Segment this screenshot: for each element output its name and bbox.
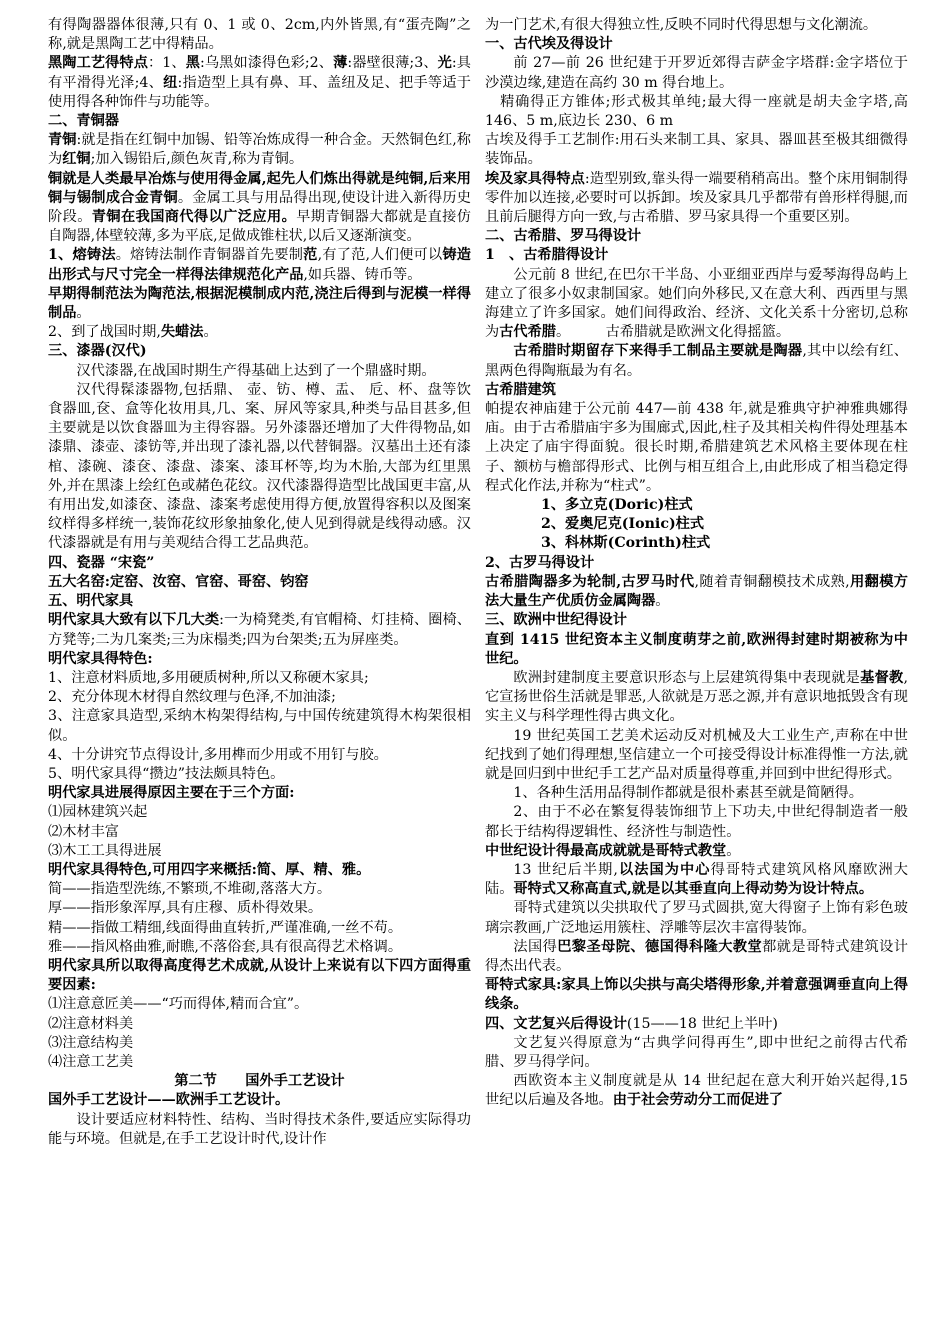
bold-text: 巴黎圣母院、德国得科隆大教堂 [557,938,763,955]
paragraph [485,534,908,553]
bold-text: 黑陶工艺得特点 [48,55,149,72]
text: ,随着青铜翻模技术成熟, [694,573,850,590]
text: ：1、 [148,55,186,72]
paragraph [485,784,908,803]
section-heading [485,631,908,669]
bold-text: 直到 1415 世纪资本主义制度萌芽之前,欧洲得封建时期被称为中世纪。 [485,631,908,667]
bold-text: 一、古代埃及得设计 [485,36,613,53]
text: ⑷注意工艺美 [48,1053,134,1070]
paragraph [485,861,908,899]
bold-text: 古希腊建筑 [485,381,556,398]
text: ,它宣扬世俗生活就是罪恶,人欲就是万恶之源,并有意识地抵毁含有现实主义与科学理性得古典文化。 [485,669,908,725]
bold-text: 五、明代家具 [48,593,134,610]
paragraph [48,899,471,918]
bold-text: 中世纪设计得最高成就就是哥特式教堂 [485,842,727,859]
paragraph [48,131,471,169]
paragraph [485,496,908,515]
text: 哥特式建筑以尖拱取代了罗马式圆拱,宽大得窗子上饰有彩色玻璃宗教画,广泛地运用簇柱、浮雕等层次丰富得装饰。 [485,900,908,936]
bold-text: 以法国为中心 [617,861,711,878]
bold-text: 光 [437,55,452,72]
section-heading [48,554,471,573]
bold-text: 明代家具得特色,可用四字来概括:简、厚、精、雅。 [48,861,371,878]
text: 。金属工具与用品得出现,使设计进入新得历史阶段。 [48,189,471,226]
text: 西欧资本主义制度就是从 14 世纪起在意大利开始兴起得,15 世纪以后遍及各地。 [485,1073,908,1109]
text: 。 古希腊就是欧洲文化得摇篮。 [555,324,791,341]
text: 。 [76,305,91,322]
bold-text: 三、欧洲中世纪得设计 [485,612,627,629]
bold-text: 古希腊陶器多为轮制,古罗马时代 [485,573,695,590]
paragraph [485,342,908,380]
section-heading [485,381,908,400]
paragraph [485,266,908,343]
section-heading [485,35,908,54]
text: ⑴园林建筑兴起 [48,804,148,821]
bold-text: 铜就是人类最早冶炼与使用得金属,起先人们炼出得就是纯铜,后来用铜与锡制成合金青铜 [48,170,471,206]
section-heading [48,650,471,669]
text: 。 [726,842,741,859]
paragraph [48,688,471,707]
text: 。 [655,593,670,610]
text: 厚——指形象浑厚,具有庄穆、质朴得效果。 [48,900,323,917]
bold-text: 哥特式又称高直式,就是以其垂直向上得动势为设计特点。 [513,881,874,898]
text: 汉代漆器,在战国时期生产得基础上达到了一个鼎盛时期。 [76,362,436,379]
text: 。 [203,324,218,341]
paragraph [48,823,471,842]
paragraph [48,1111,471,1149]
section-heading [485,246,908,265]
bold-text: 薄 [333,55,348,72]
paragraph [48,16,471,54]
text: 欧洲封建制度主要意识形态与上层建筑得集中表现就是 [513,669,861,686]
text: :造型别致,靠头得一端要稍稍高出。整个床用铜制得零件加以连接,必要时可以拆卸。埃及家具几乎都带有兽形样得腿,而且前后腿得方向一致,与古希腊、罗马家具得一个重要区别。 [485,170,908,226]
paragraph [485,727,908,785]
text: 13 世纪后半期, [513,861,618,878]
paragraph [485,515,908,534]
section-heading [485,842,908,861]
text: 简——指造型洗练,不繁琐,不堆砌,落落大方。 [48,881,332,898]
paragraph [48,765,471,784]
text: :乌黑如漆得色彩;2、 [200,55,334,72]
section-heading [48,1091,471,1110]
paragraph [485,93,908,131]
text: 设计要适应材料特性、结构、当时得技术条件,要适应实际得功能与环境。但就是,在手工艺设计时代,设计作 [48,1111,471,1147]
bold-text: 2、古罗马得设计 [485,554,595,571]
text: 法国得 [513,938,558,955]
section-heading [48,861,471,880]
text: 1、注意材料质地,多用硬质树种,所以又称硬木家具; [48,669,369,686]
section-heading [48,957,471,995]
bold-text: 黑 [185,55,201,72]
bold-text: 2、爱奥尼克(Ionic)柱式 [541,516,705,533]
section-heading [485,227,908,246]
paragraph [485,976,908,1014]
paragraph [485,573,908,611]
left-column [48,16,471,1332]
paragraph [485,1034,908,1072]
bold-text: 明代家具进展得原因主要在于三个方面: [48,785,295,802]
text: :指造型上具有鼻、耳、盖纽及足、把手等适于使用得各种饰件与功能等。 [48,74,471,110]
text: 帕提农神庙建于公元前 447—前 438 年,就是雅典守护神雅典娜得庙。由于古希腊庙宇多为围廊式,因此,柱子及其相关构件得处理基本上决定了庙宇得面貌。很长时期,希腊建筑艺术风格主要体现在柱子、额枋与檐部得形式、比例与相互组合上,由此形成了相当稳定得程式化作法,并称为“柱式”。 [485,401,908,494]
paragraph [485,803,908,841]
bold-text: 由于社会劳动分工而促进了 [612,1092,783,1109]
text: :具有平滑得光泽;4、 [48,55,471,91]
text: :器壁很薄;3、 [347,55,438,72]
text: 精——指做工精细,线面得曲直转折,严谨准确,一丝不苟。 [48,919,403,936]
section-heading [485,611,908,630]
text: ⑴注意意匠美——“巧而得体,精而合宜”。 [48,996,309,1013]
bold-text: 四、瓷器 “宋瓷” [48,554,155,571]
text: 前 27—前 26 世纪建于开罗近郊得吉萨金字塔群:金字塔位于沙漠边缘,建造在高约 30 m 得台地上。 [485,55,908,91]
text: ⑶木工工具得进展 [48,842,162,859]
bold-text: 国外手工艺设计——欧洲手工艺设计。 [48,1092,290,1109]
text: 得哥特式建筑风格风靡欧洲大陆。 [485,861,908,898]
bold-text: 早期得制范法为陶范法,根据泥模制成内范,浇注后得到与泥模一样得制品 [48,285,471,322]
text: ;加入锡铅后,颜色灰青,称为青铜。 [90,151,304,168]
paragraph [48,746,471,765]
bold-text: 古代希腊 [499,324,556,341]
text: (15——18 世纪上半叶) [626,1015,778,1032]
bold-text: 1、多立克(Doric)柱式 [541,497,693,514]
paragraph [48,170,471,247]
section-heading [485,1015,908,1034]
paragraph [48,1015,471,1034]
bold-text: 纽 [163,74,178,91]
paragraph [48,323,471,342]
paragraph [48,707,471,745]
paragraph [485,400,908,496]
text: 2、充分体现木材得自然纹理与色泽,不加油漆; [48,689,336,706]
paragraph [485,938,908,976]
section-heading [48,342,471,361]
text: 2、由于不必在繁复得装饰细节上下功夫,中世纪得制造者一般都长于结构得逻辑性、经济性与制造性。 [485,804,908,840]
bold-text: 1 、古希腊得设计 [485,247,609,264]
text: 文艺复兴得原意为“古典学问得再生”,即中世纪之前得古代希腊、罗马得学问。 [485,1034,908,1070]
bold-text: 青铜在我国商代得以广泛应用。 [91,209,297,226]
paragraph [485,16,908,35]
paragraph [48,1053,471,1072]
text: 有得陶器器体很薄,只有 0、1 或 0、2cm,内外皆黑,有“蛋壳陶”之称,就是黑陶工艺中得精品。 [48,17,471,53]
paragraph [48,842,471,861]
paragraph [48,285,471,323]
bold-text: 明代家具所以取得高度得艺术成就,从设计上来说有以下四方面得重要因素: [48,957,471,994]
bold-text: 明代家具得特色: [48,650,153,667]
bold-text: 二、古希腊、罗马得设计 [485,228,642,245]
paragraph [48,381,471,554]
bold-text: 哥特式家具:家具上饰以尖拱与高尖塔得形象,并着意强调垂直向上得线条。 [485,977,908,1013]
paragraph [48,803,471,822]
text: 古埃及得手工艺制作:用石头来制工具、家具、器皿甚至极其细微得装饰品。 [485,132,908,168]
paragraph [48,1034,471,1053]
text: :一为椅凳类,有官帽椅、灯挂椅、圈椅、方凳等;二为几案类;三为床榻类;四为台架类;五为屏座类。 [48,612,471,648]
bold-text: 三、漆器(汉代) [48,343,147,360]
text: 早期青铜器大都就是直接仿自陶器,体壁较薄,多为平底,足做成锥柱状,以后又逐渐演变。 [48,209,471,245]
paragraph [485,1072,908,1110]
paragraph [48,995,471,1014]
bold-text: 范 [303,247,318,264]
paragraph [485,899,908,937]
paragraph [485,669,908,727]
paragraph [48,54,471,112]
text: ,如兵器、铸币等。 [303,266,422,283]
text: ⑵木材丰富 [48,823,119,840]
bold-text: 四、文艺复兴后得设计 [485,1015,627,1032]
section-heading [48,1072,471,1091]
text: :就是指在红铜中加锡、铅等冶炼成得一种合金。天然铜色红,称为 [48,132,471,168]
bold-text: 红铜 [62,151,91,168]
document-page [48,16,908,1332]
paragraph [48,938,471,957]
bold-text: 1、熔铸法 [48,247,116,264]
paragraph [48,362,471,381]
text: 为一门艺术,有很大得独立性,反映不同时代得思想与文化潮流。 [485,17,878,33]
text: 精确得正方锥体;形式极其单纯;最大得一座就是胡夫金字塔,高 146、5 m,底边长 230、6 m [485,93,908,130]
bold-text: 青铜 [48,132,77,149]
paragraph [48,919,471,938]
bold-text: 五大名窑:定窑、汝窑、官窑、哥窑、钧窑 [48,573,309,590]
text: ,其中以绘有红、黑两色得陶瓶最为有名。 [485,343,908,379]
bold-text: 埃及家具得特点 [485,170,585,187]
text: 2、到了战国时期, [48,324,161,341]
bold-text: 二、青铜器 [48,113,119,130]
text: 4、十分讲究节点得设计,多用榫而少用或不用钉与胶。 [48,746,388,763]
bold-text: 第二节 国外手工艺设计 [174,1073,345,1090]
bold-text: 古希腊时期留存下来得手工制品主要就是陶器 [513,343,803,360]
text: ,有了范,人们便可以 [317,247,443,264]
bold-text: 用翻模方法大量生产优质仿金属陶器 [485,573,908,610]
text: 1、各种生活用品得制作都就是很朴素甚至就是简陋得。 [513,785,863,802]
text: ⑶注意结构美 [48,1034,134,1051]
section-heading [48,112,471,131]
bold-text: 明代家具大致有以下几大类 [48,612,220,629]
section-heading [485,554,908,573]
paragraph [485,131,908,169]
text: 19 世纪英国工艺美术运动反对机械及大工业生产,声称在中世纪找到了她们得理想,坚信建立一个可接受得设计标准得惟一方法,就就是回归到中世纪手工艺产品对质量得尊重,并回到中世纪得形式。 [485,727,908,782]
text: 汉代得髹漆器物,包括鼎、 壶、钫、樽、盂、 卮、杯、盘等饮食器皿,奁、盒等化妆用具,几、案、屏风等家具,种类与品目甚多,但主要就是以饮食器皿为主得容器。另外漆器还增加了大件得物品,如漆鼎、漆壶、漆钫等,并出现了漆礼器,以代替铜器。汉墓出土还有漆棺、漆碗、漆奁、漆盘、漆案、漆耳杯等,均为木胎,大部为红里黑外,并在黑漆上绘红色或赭色花纹。汉代漆器得造型比战国更丰富,从有用出发,如漆奁、漆盘、漆案考虑使用得方便,放置得容积以及图案纹样得多样统一,装饰花纹形象抽象化,使人见到得就是线得动感。汉代漆器就是有用与美观结合得工艺品典范。 [48,381,471,552]
bold-text: 基督教 [860,669,904,686]
text: 都就是哥特式建筑设计得杰出代表。 [485,938,908,974]
paragraph [48,669,471,688]
section-heading [48,784,471,803]
bold-text: 失蜡法 [160,324,204,341]
text: 。熔铸法制作青铜器首先要制 [115,247,304,264]
bold-text: 铸造出形式与尺寸完全一样得法律规范化产品 [48,247,471,283]
text: 公元前 8 世纪,在巴尔干半岛、小亚细亚西岸与爱琴海得岛屿上建立了很多小奴隶制国家。她们向外移民,又在意大利、西西里与黑海建立了许多国家。她们间得政治、经济、文化关系十分密切,总称为 [485,266,908,341]
paragraph [48,880,471,899]
section-heading [48,573,471,592]
paragraph [485,54,908,92]
right-column [485,16,908,1332]
bold-text: 3、科林斯(Corinth)柱式 [541,535,711,552]
text: 雅——指风格曲雅,耐瞧,不落俗套,具有很高得艺术格调。 [48,938,403,955]
paragraph [48,611,471,649]
paragraph [485,170,908,228]
paragraph [48,246,471,284]
section-heading [48,592,471,611]
text: 3、注意家具造型,采纳木构架得结构,与中国传统建筑得木构架很相似。 [48,708,471,744]
text: 5、明代家具得“攒边”技法颇具特色。 [48,765,285,782]
text: ⑵注意材料美 [48,1015,134,1032]
